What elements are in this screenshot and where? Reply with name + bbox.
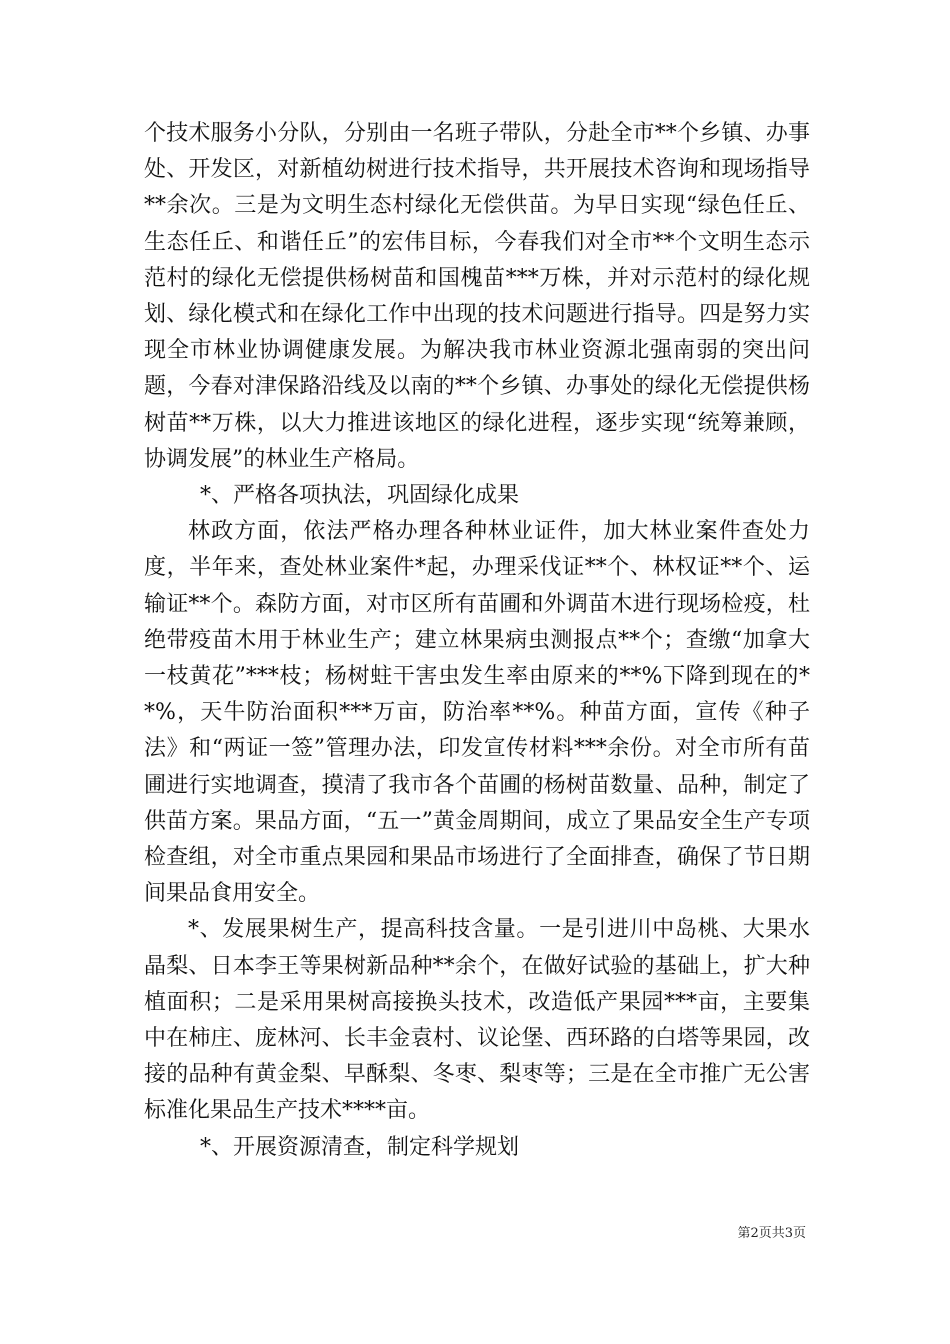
paragraph-enforcement: 林政方面，依法严格办理各种林业证件，加大林业案件查处力度，半年来，查处林业案件*起，办理采伐证**个、林权证**个、运输证**个。森防方面，对市区所有苗圃和外调苗木进行现场检疫，杜绝带疫苗木用于林业生产；建立林果病虫测报点**个；查缴“加拿大一枝黄花”***枝；杨树蛀干害虫发生率由原来的**%下降到现在的**%，天牛防治面积***万亩，防治率**%。种苗方面，宣传《种子法》和“两证一签”管理办法，印发宣传材料***余份。对全市所有苗圃进行实地调查，摸清了我市各个苗圃的杨树苗数量、品种，制定了供苗方案。果品方面，“五一”黄金周期间，成立了果品安全生产专项检查组，对全市重点果园和果品市场进行了全面排查，确保了节日期间果品食用安全。: [144, 519, 810, 907]
page-number-footer: 第2页共3页: [737, 1226, 806, 1241]
paragraph-continuation: 个技术服务小分队，分别由一名班子带队，分赴全市**个乡镇、办事处、开发区，对新植幼树进行技术指导，共开展技术咨询和现场指导**余次。三是为文明生态村绿化无偿供苗。为早日实现“绿色任丘、生态任丘、和谐任丘”的宏伟目标，今春我们对全市**个文明生态示范村的绿化无偿提供杨树苗和国槐苗***万株，并对示范村的绿化规划、绿化模式和在绿化工作中出现的技术问题进行指导。四是努力实现全市林业协调健康发展。为解决我市林业资源北强南弱的突出问题，今春对津保路沿线及以南的**个乡镇、办事处的绿化无偿提供杨树苗**万株，以大力推进该地区的绿化进程，逐步实现“统筹兼顾，协调发展”的林业生产格局。: [144, 121, 810, 472]
paragraph-fruit-trees: *、发展果树生产，提高科技含量。一是引进川中岛桃、大果水晶梨、日本李王等果树新品种**余个，在做好试验的基础上，扩大种植面积；二是采用果树高接换头技术，改造低产果园***亩，主要集中在柿庄、庞林河、长丰金袁村、议论堡、西环路的白塔等果园，改接的品种有黄金梨、早酥梨、冬枣、梨枣等；三是在全市推广无公害标准化果品生产技术****亩。: [144, 917, 810, 1124]
section-heading-resource-survey: *、开展资源清查，制定科学规划: [200, 1134, 520, 1160]
document-body: [144, 116, 810, 1166]
section-heading-enforcement: *、严格各项执法，巩固绿化成果: [200, 483, 520, 509]
